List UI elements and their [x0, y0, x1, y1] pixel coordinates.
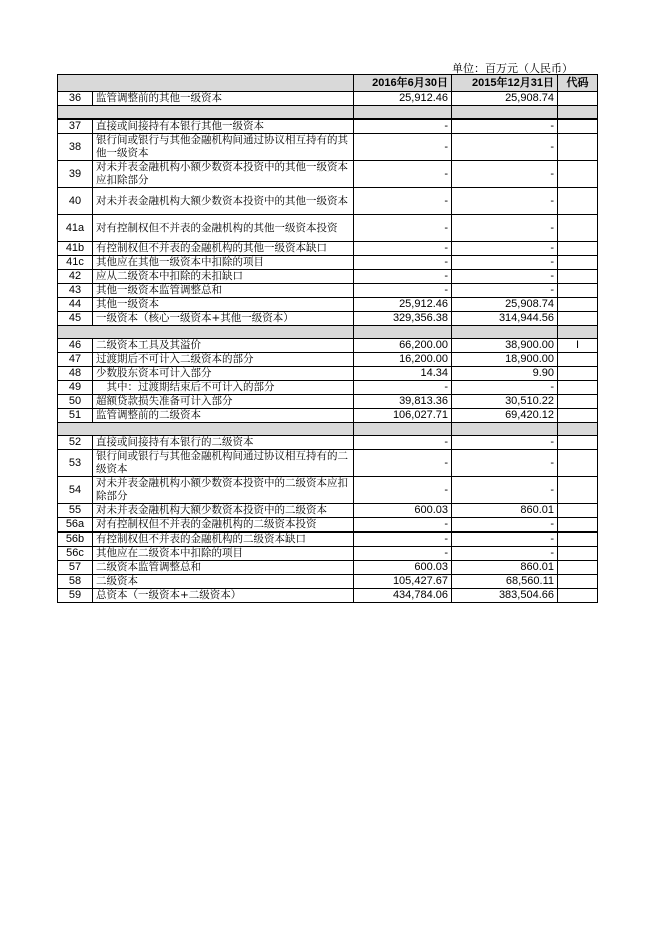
row-code [558, 450, 598, 477]
value-2016: 106,027.71 [354, 409, 452, 423]
row-code [558, 561, 598, 575]
row-number: 51 [58, 409, 93, 423]
value-2016: - [354, 242, 452, 256]
value-2016: - [354, 256, 452, 270]
separator-cell [354, 326, 452, 339]
table-row [58, 381, 598, 395]
row-code [558, 547, 598, 561]
row-code [558, 119, 598, 134]
row-description: 有控制权但不并表的金融机构的其他一级资本缺口 [93, 242, 354, 256]
table-row [58, 353, 598, 367]
separator-cell [452, 326, 558, 339]
row-code [558, 312, 598, 326]
value-2016: - [354, 270, 452, 284]
row-number: 46 [58, 339, 93, 353]
value-2015: - [452, 547, 558, 561]
row-description: 二级资本工具及其溢价 [93, 339, 354, 353]
row-code [558, 395, 598, 409]
row-description: 二级资本监管调整总和 [93, 561, 354, 575]
separator-cell [354, 423, 452, 436]
row-number: 54 [58, 477, 93, 504]
row-description: 对未并表金融机构小额少数资本投资中的其他一级资本应扣除部分 [93, 161, 354, 188]
value-2015: 69,420.12 [452, 409, 558, 423]
row-code [558, 518, 598, 533]
row-number: 37 [58, 119, 93, 134]
row-code [558, 256, 598, 270]
unit-label: 单位：百万元（人民币） [452, 62, 573, 75]
header-row [58, 75, 598, 92]
row-description: 过渡期后不可计入二级资本的部分 [93, 353, 354, 367]
row-number: 56a [58, 518, 93, 533]
row-code [558, 353, 598, 367]
separator-cell [452, 106, 558, 120]
value-2015: - [452, 436, 558, 450]
value-2016: - [354, 134, 452, 161]
value-2016: - [354, 119, 452, 134]
capital-table [57, 74, 598, 603]
value-2015: 860.01 [452, 504, 558, 518]
value-2016: - [354, 532, 452, 547]
value-2015: 860.01 [452, 561, 558, 575]
row-number: 56c [58, 547, 93, 561]
header-blank [58, 75, 354, 92]
row-code [558, 270, 598, 284]
table-row [58, 284, 598, 298]
header-col-2016: 2016年6月30日 [354, 75, 452, 92]
table-row [58, 339, 598, 353]
row-number: 48 [58, 367, 93, 381]
value-2016: 25,912.46 [354, 298, 452, 312]
row-number: 38 [58, 134, 93, 161]
value-2016: - [354, 215, 452, 242]
row-code [558, 409, 598, 423]
row-description: 直接或间接持有本银行其他一级资本 [93, 119, 354, 134]
separator-cell [58, 106, 354, 120]
section-separator [58, 106, 598, 120]
row-description: 其中：过渡期结束后不可计入的部分 [93, 381, 354, 395]
value-2015: - [452, 477, 558, 504]
table-row [58, 92, 598, 106]
row-description: 应从二级资本中扣除的未扣缺口 [93, 270, 354, 284]
row-description: 少数股东资本可计入部分 [93, 367, 354, 381]
value-2015: 38,900.00 [452, 339, 558, 353]
row-number: 56b [58, 532, 93, 547]
value-2015: - [452, 284, 558, 298]
value-2016: 329,356.38 [354, 312, 452, 326]
row-description: 监管调整前的其他一级资本 [93, 92, 354, 106]
row-number: 58 [58, 575, 93, 589]
row-number: 41a [58, 215, 93, 242]
value-2015: 68,560.11 [452, 575, 558, 589]
table-row [58, 270, 598, 284]
value-2016: 600.03 [354, 504, 452, 518]
row-code [558, 589, 598, 603]
row-description: 总资本（一级资本+二级资本） [93, 589, 354, 603]
value-2015: - [452, 134, 558, 161]
table-row [58, 256, 598, 270]
row-number: 45 [58, 312, 93, 326]
row-description: 一级资本（核心一级资本+其他一级资本） [93, 312, 354, 326]
table-row [58, 547, 598, 561]
value-2016: 16,200.00 [354, 353, 452, 367]
row-description: 其他应在其他一级资本中扣除的项目 [93, 256, 354, 270]
value-2016: - [354, 381, 452, 395]
table-row [58, 504, 598, 518]
value-2015: 314,944.56 [452, 312, 558, 326]
table-row [58, 367, 598, 381]
table-row [58, 298, 598, 312]
row-number: 42 [58, 270, 93, 284]
row-code [558, 367, 598, 381]
value-2015: - [452, 518, 558, 533]
value-2016: - [354, 477, 452, 504]
separator-cell [558, 423, 598, 436]
row-description: 其他应在二级资本中扣除的项目 [93, 547, 354, 561]
row-description: 监管调整前的二级资本 [93, 409, 354, 423]
row-number: 44 [58, 298, 93, 312]
value-2015: 25,908.74 [452, 92, 558, 106]
value-2015: - [452, 270, 558, 284]
value-2015: - [452, 161, 558, 188]
value-2016: - [354, 284, 452, 298]
value-2015: - [452, 450, 558, 477]
separator-cell [58, 423, 354, 436]
value-2015: 25,908.74 [452, 298, 558, 312]
row-description: 超额贷款损失准备可计入部分 [93, 395, 354, 409]
row-number: 53 [58, 450, 93, 477]
row-description: 对未并表金融机构大额少数资本投资中的二级资本 [93, 504, 354, 518]
separator-cell [58, 326, 354, 339]
table-row [58, 409, 598, 423]
value-2016: 66,200.00 [354, 339, 452, 353]
row-description: 对未并表金融机构大额少数资本投资中的其他一级资本 [93, 188, 354, 215]
value-2016: 105,427.67 [354, 575, 452, 589]
table-row [58, 119, 598, 134]
value-2016: - [354, 161, 452, 188]
value-2015: - [452, 242, 558, 256]
row-description: 对有控制权但不并表的金融机构的二级资本投资 [93, 518, 354, 533]
row-number: 41c [58, 256, 93, 270]
value-2015: - [452, 381, 558, 395]
row-number: 52 [58, 436, 93, 450]
value-2015: - [452, 532, 558, 547]
table-row [58, 161, 598, 188]
row-number: 43 [58, 284, 93, 298]
value-2016: 434,784.06 [354, 589, 452, 603]
separator-cell [558, 326, 598, 339]
table-row [58, 532, 598, 547]
row-code [558, 477, 598, 504]
row-description: 对未并表金融机构小额少数资本投资中的二级资本应扣除部分 [93, 477, 354, 504]
row-code [558, 436, 598, 450]
header-code: 代码 [558, 75, 598, 92]
value-2016: 39,813.36 [354, 395, 452, 409]
row-code [558, 381, 598, 395]
value-2015: - [452, 188, 558, 215]
value-2015: - [452, 256, 558, 270]
row-code [558, 161, 598, 188]
value-2016: 14.34 [354, 367, 452, 381]
separator-cell [354, 106, 452, 120]
table-row [58, 518, 598, 533]
row-description: 其他一级资本 [93, 298, 354, 312]
row-description: 有控制权但不并表的金融机构的二级资本缺口 [93, 532, 354, 547]
row-code [558, 188, 598, 215]
table-row [58, 242, 598, 256]
value-2015: - [452, 119, 558, 134]
value-2015: - [452, 215, 558, 242]
separator-cell [452, 423, 558, 436]
row-description: 其他一级资本监管调整总和 [93, 284, 354, 298]
row-code [558, 215, 598, 242]
row-number: 59 [58, 589, 93, 603]
value-2015: 9.90 [452, 367, 558, 381]
row-number: 40 [58, 188, 93, 215]
value-2016: - [354, 518, 452, 533]
table-row [58, 215, 598, 242]
row-number: 41b [58, 242, 93, 256]
value-2016: 25,912.46 [354, 92, 452, 106]
value-2015: 18,900.00 [452, 353, 558, 367]
row-code [558, 242, 598, 256]
value-2016: - [354, 188, 452, 215]
row-number: 36 [58, 92, 93, 106]
table-row [58, 589, 598, 603]
row-code [558, 134, 598, 161]
value-2016: 600.03 [354, 561, 452, 575]
value-2016: - [354, 450, 452, 477]
value-2015: 30,510.22 [452, 395, 558, 409]
table-row [58, 312, 598, 326]
table-row [58, 575, 598, 589]
value-2015: 383,504.66 [452, 589, 558, 603]
table-row [58, 436, 598, 450]
row-number: 55 [58, 504, 93, 518]
separator-cell [558, 106, 598, 120]
table-row [58, 561, 598, 575]
row-description: 二级资本 [93, 575, 354, 589]
row-code [558, 92, 598, 106]
row-number: 57 [58, 561, 93, 575]
row-number: 50 [58, 395, 93, 409]
row-code [558, 532, 598, 547]
row-description: 对有控制权但不并表的金融机构的其他一级资本投资 [93, 215, 354, 242]
row-code: I [558, 339, 598, 353]
row-code [558, 575, 598, 589]
value-2016: - [354, 436, 452, 450]
table-row [58, 134, 598, 161]
row-code [558, 298, 598, 312]
row-number: 47 [58, 353, 93, 367]
row-number: 49 [58, 381, 93, 395]
row-code [558, 504, 598, 518]
header-col-2015: 2015年12月31日 [452, 75, 558, 92]
row-number: 39 [58, 161, 93, 188]
table-row [58, 450, 598, 477]
value-2016: - [354, 547, 452, 561]
section-separator [58, 423, 598, 436]
row-description: 银行间或银行与其他金融机构间通过协议相互持有的其他一级资本 [93, 134, 354, 161]
row-code [558, 284, 598, 298]
table-row [58, 477, 598, 504]
section-separator [58, 326, 598, 339]
table-row [58, 188, 598, 215]
row-description: 银行间或银行与其他金融机构间通过协议相互持有的二级资本 [93, 450, 354, 477]
row-description: 直接或间接持有本银行的二级资本 [93, 436, 354, 450]
table-row [58, 395, 598, 409]
